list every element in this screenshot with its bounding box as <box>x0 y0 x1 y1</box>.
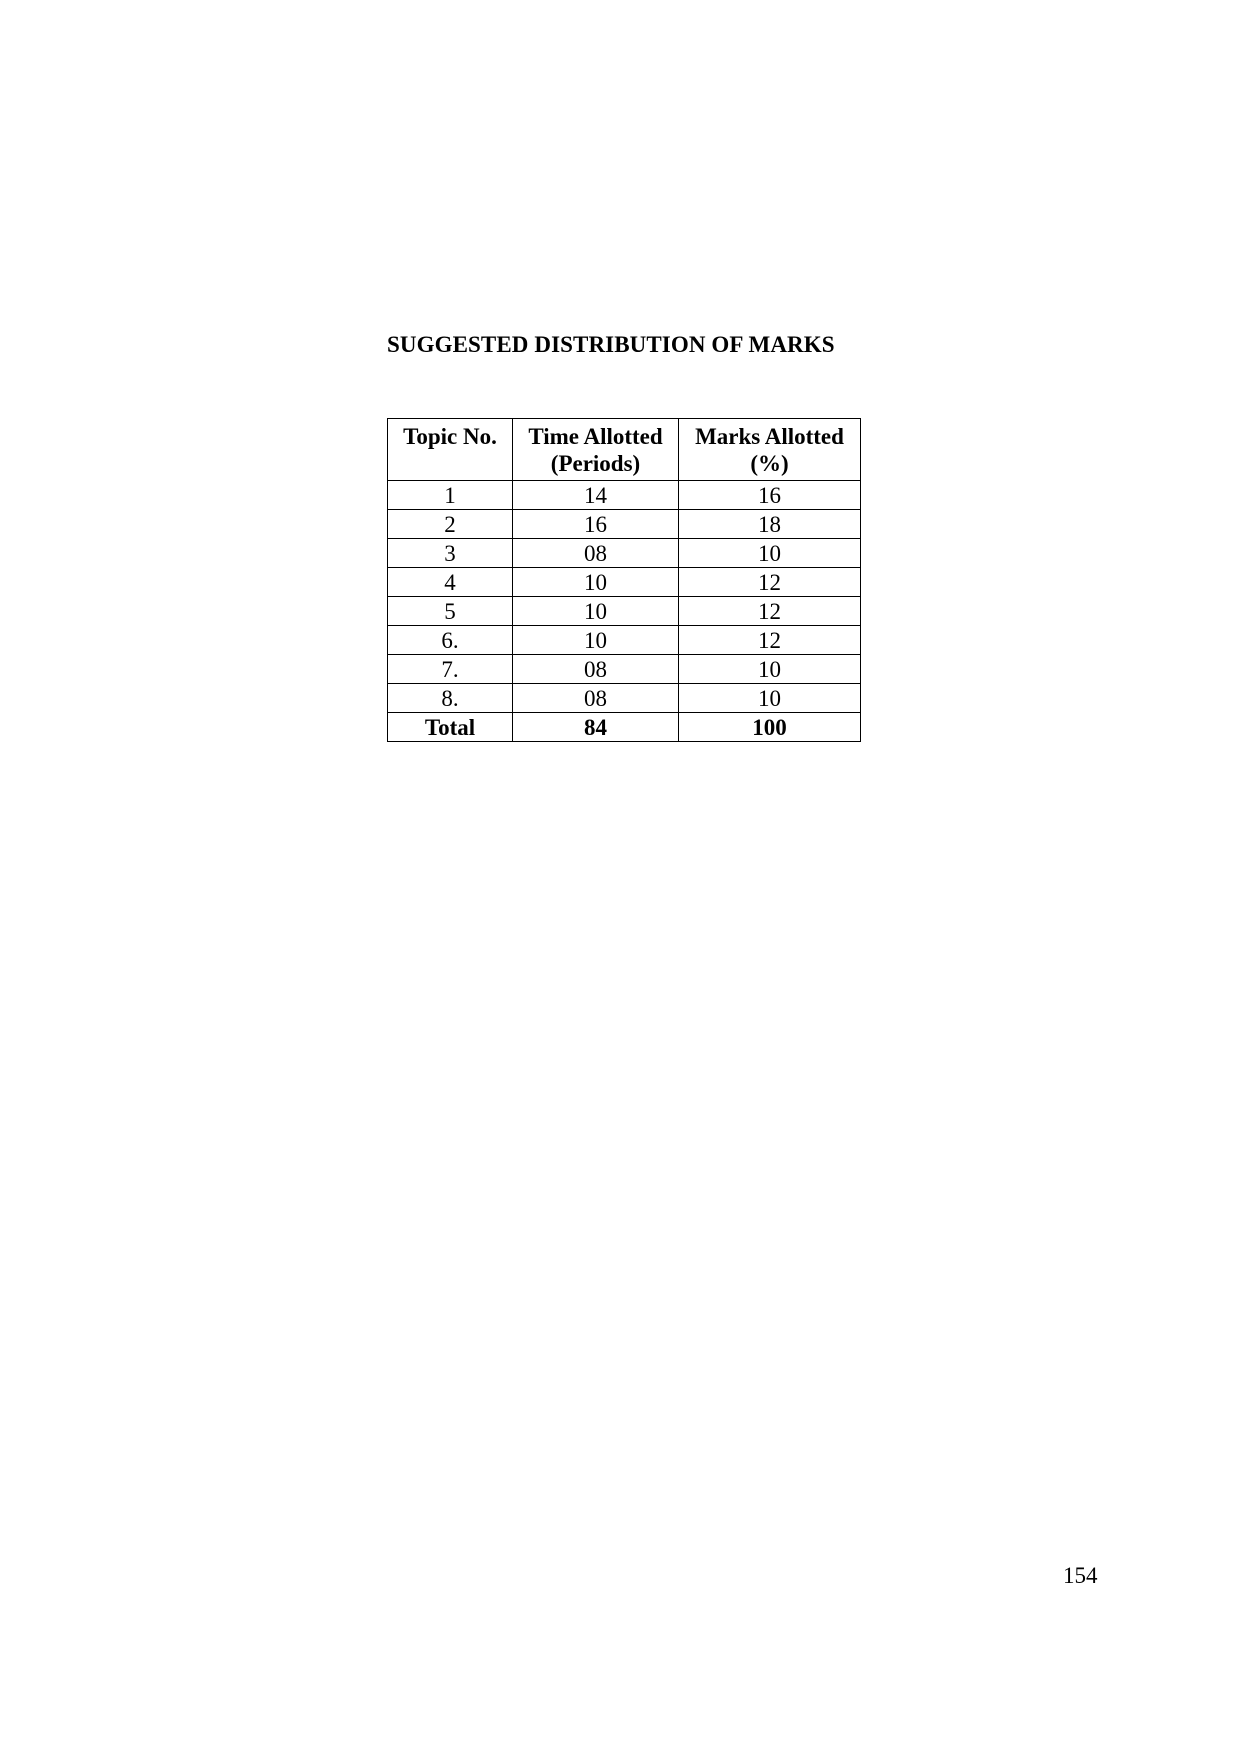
topic-no-cell: 8. <box>388 684 513 713</box>
time-allotted-cell: 16 <box>513 510 679 539</box>
header-time-allotted <box>513 419 679 481</box>
topic-no-cell: 4 <box>388 568 513 597</box>
topic-no-cell: 2 <box>388 510 513 539</box>
table-row <box>388 655 861 684</box>
time-allotted-cell: 08 <box>513 539 679 568</box>
marks-allotted-cell: 12 <box>679 597 861 626</box>
header-topic-no <box>388 419 513 481</box>
total-time-cell: 84 <box>513 713 679 742</box>
marks-allotted-cell: 12 <box>679 568 861 597</box>
time-allotted-cell: 08 <box>513 684 679 713</box>
time-allotted-cell: 10 <box>513 568 679 597</box>
table-row <box>388 481 861 510</box>
time-allotted-cell: 08 <box>513 655 679 684</box>
marks-distribution-table-container <box>387 418 861 742</box>
header-time-allotted-line2: (Periods) <box>550 451 641 476</box>
table-header-row <box>388 419 861 481</box>
page-heading: SUGGESTED DISTRIBUTION OF MARKS <box>387 332 835 357</box>
marks-allotted-cell: 18 <box>679 510 861 539</box>
header-marks-allotted <box>679 419 861 481</box>
table-row <box>388 597 861 626</box>
table-row <box>388 539 861 568</box>
header-time-allotted-line1: Time Allotted <box>528 424 663 449</box>
header-marks-allotted-line2: (%) <box>750 451 789 476</box>
marks-allotted-cell: 10 <box>679 684 861 713</box>
time-allotted-cell: 10 <box>513 626 679 655</box>
time-allotted-cell: 10 <box>513 597 679 626</box>
header-marks-allotted-line1: Marks Allotted <box>695 424 844 449</box>
table-total-row <box>388 713 861 742</box>
table-row <box>388 626 861 655</box>
marks-allotted-cell: 10 <box>679 655 861 684</box>
topic-no-cell: 1 <box>388 481 513 510</box>
header-topic-no-line2 <box>388 450 512 477</box>
page-number: 154 <box>1063 1563 1098 1588</box>
header-topic-no-line1: Topic No. <box>403 424 497 449</box>
table-row <box>388 510 861 539</box>
marks-allotted-cell: 12 <box>679 626 861 655</box>
topic-no-cell: 6. <box>388 626 513 655</box>
table-row <box>388 568 861 597</box>
marks-allotted-cell: 10 <box>679 539 861 568</box>
total-marks-cell: 100 <box>679 713 861 742</box>
time-allotted-cell: 14 <box>513 481 679 510</box>
topic-no-cell: 5 <box>388 597 513 626</box>
total-label-cell: Total <box>388 713 513 742</box>
marks-distribution-table <box>387 418 861 742</box>
topic-no-cell: 3 <box>388 539 513 568</box>
marks-allotted-cell: 16 <box>679 481 861 510</box>
table-row <box>388 684 861 713</box>
topic-no-cell: 7. <box>388 655 513 684</box>
